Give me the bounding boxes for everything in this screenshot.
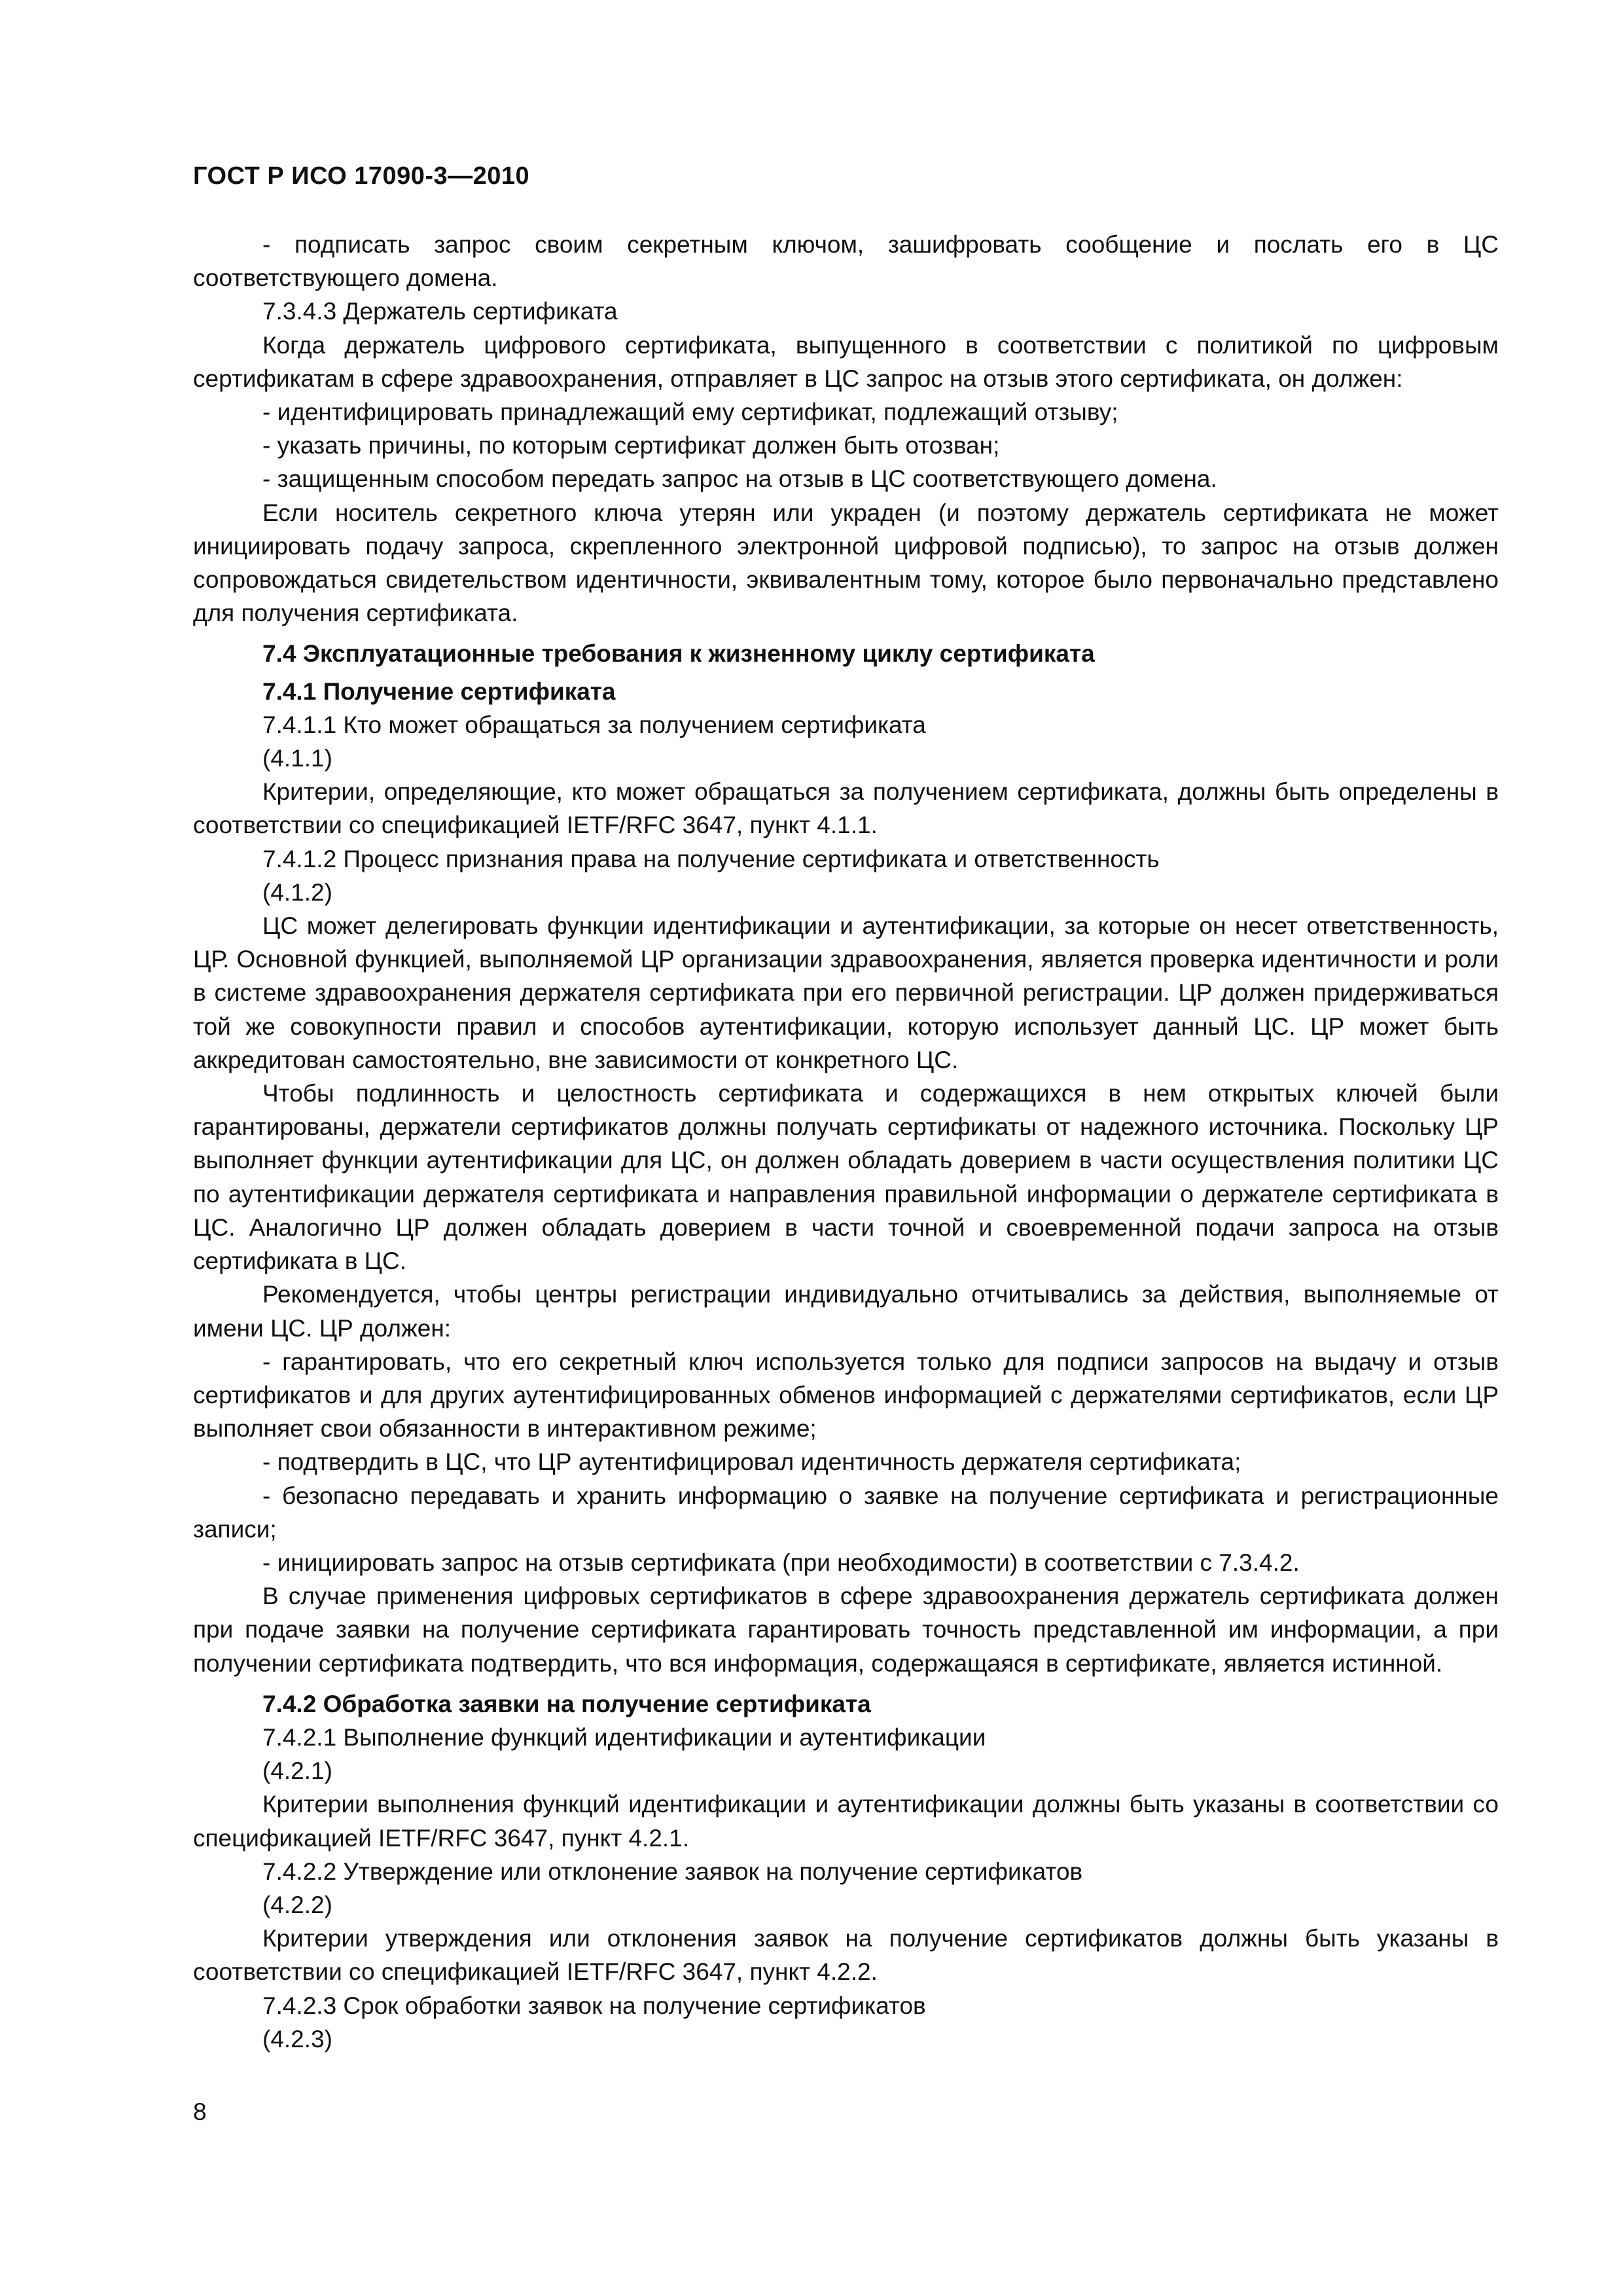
- document-body: [193, 228, 1499, 2056]
- list-item: - гарантировать, что его секретный ключ используется только для подписи запросов на выдачу и отзыв сертификатов и для других аутентифицированных обменов информацией с держателями сертификатов, если ЦР выполняет свои обязанности в интерактивном режиме;: [193, 1348, 1499, 1443]
- list-item: - идентифицировать принадлежащий ему сертификат, подлежащий отзыву;: [262, 399, 1118, 426]
- subclause-title: 7.4.2.3 Срок обработки заявок на получение сертификатов: [262, 1992, 926, 2019]
- page-number: 8: [193, 2098, 207, 2125]
- body-paragraph: - подписать запрос своим секретным ключом, зашифровать сообщение и послать его в ЦС соответствующего домена.: [193, 231, 1499, 292]
- document-header-title: ГОСТ Р ИСО 17090-3—2010: [193, 162, 530, 190]
- body-paragraph: Когда держатель цифрового сертификата, выпущенного в соответствии с политикой по цифровым сертификатам в сфере здравоохранения, отправляет в ЦС запрос на отзыв этого сертификата, он должен:: [193, 331, 1499, 392]
- subclause-title: 7.4.1.2 Процесс признания права на получение сертификата и ответственность: [262, 845, 1160, 872]
- rfc-reference: (4.1.2): [262, 878, 332, 906]
- rfc-reference: (4.2.1): [262, 1757, 332, 1785]
- body-paragraph: Рекомендуется, чтобы центры регистрации индивидуально отчитывались за действия, выполняемые от имени ЦС. ЦР должен:: [193, 1281, 1499, 1342]
- subclause-title: 7.4.2.1 Выполнение функций идентификации и аутентификации: [262, 1723, 986, 1751]
- list-item: - инициировать запрос на отзыв сертификата (при необходимости) в соответствии с 7.3.4.2.: [262, 1549, 1300, 1576]
- subsection-heading: 7.4.2 Обработка заявки на получение сертификата: [262, 1690, 871, 1717]
- rfc-reference: (4.2.2): [262, 1891, 332, 1918]
- rfc-reference: (4.2.3): [262, 2025, 332, 2053]
- subclause-title: 7.4.2.2 Утверждение или отклонение заявок на получение сертификатов: [262, 1857, 1083, 1885]
- subclause-title: 7.3.4.3 Держатель сертификата: [262, 298, 618, 325]
- list-item: - указать причины, по которым сертификат должен быть отозван;: [262, 432, 1000, 459]
- list-item: - подтвердить в ЦС, что ЦР аутентифицировал идентичность держателя сертификата;: [262, 1448, 1241, 1476]
- body-paragraph: ЦС может делегировать функции идентификации и аутентификации, за которые он несет ответственность, ЦР. Основной функцией, выполняемой ЦР организации здравоохранения, является проверка идентичности и роли в системе здравоохранения держателя сертификата при его первичной регистрации. ЦР должен придерживаться той же совокупности правил и способов аутентификации, которую использует данный ЦС. ЦР может быть аккредитован самостоятельно, вне зависимости от конкретного ЦС.: [193, 912, 1499, 1073]
- rfc-reference: (4.1.1): [262, 745, 332, 772]
- list-item: - защищенным способом передать запрос на отзыв в ЦС соответствующего домена.: [262, 465, 1217, 493]
- body-paragraph: Если носитель секретного ключа утерян или украден (и поэтому держатель сертификата не может инициировать подачу запроса, скрепленного электронной цифровой подписью), то запрос на отзыв должен сопровождаться свидетельством идентичности, эквивалентным тому, которое было первоначально представлено для получения сертификата.: [193, 499, 1499, 627]
- list-item: - безопасно передавать и хранить информацию о заявке на получение сертификата и регистрационные записи;: [193, 1482, 1499, 1543]
- body-paragraph: Критерии, определяющие, кто может обращаться за получением сертификата, должны быть определены в соответствии со спецификацией IETF/RFC 3647, пункт 4.1.1.: [193, 778, 1499, 839]
- body-paragraph: Чтобы подлинность и целостность сертификата и содержащихся в нем открытых ключей были гарантированы, держатели сертификатов должны получать сертификаты от надежного источника. Поскольку ЦР выполняет функции аутентификации для ЦС, он должен обладать доверием в части осуществления политики ЦС по аутентификации держателя сертификата и направления правильной информации о держателе сертификата в ЦС. Аналогично ЦР должен обладать доверием в части точной и своевременной подачи запроса на отзыв сертификата в ЦС.: [193, 1080, 1499, 1275]
- body-paragraph: Критерии выполнения функций идентификации и аутентификации должны быть указаны в соответствии со спецификацией IETF/RFC 3647, пункт 4.2.1.: [193, 1791, 1499, 1852]
- subclause-title: 7.4.1.1 Кто может обращаться за получением сертификата: [262, 711, 926, 738]
- section-heading: 7.4 Эксплуатационные требования к жизненному циклу сертификата: [262, 640, 1095, 668]
- body-paragraph: В случае применения цифровых сертификатов в сфере здравоохранения держатель сертификата должен при подаче заявки на получение сертификата гарантировать точность представленной им информации, а при получении сертификата подтвердить, что вся информация, содержащаяся в сертификате, является истинной.: [193, 1583, 1499, 1677]
- subsection-heading: 7.4.1 Получение сертификата: [262, 677, 616, 705]
- body-paragraph: Критерии утверждения или отклонения заявок на получение сертификатов должны быть указаны в соответствии со спецификацией IETF/RFC 3647, пункт 4.2.2.: [193, 1925, 1499, 1986]
